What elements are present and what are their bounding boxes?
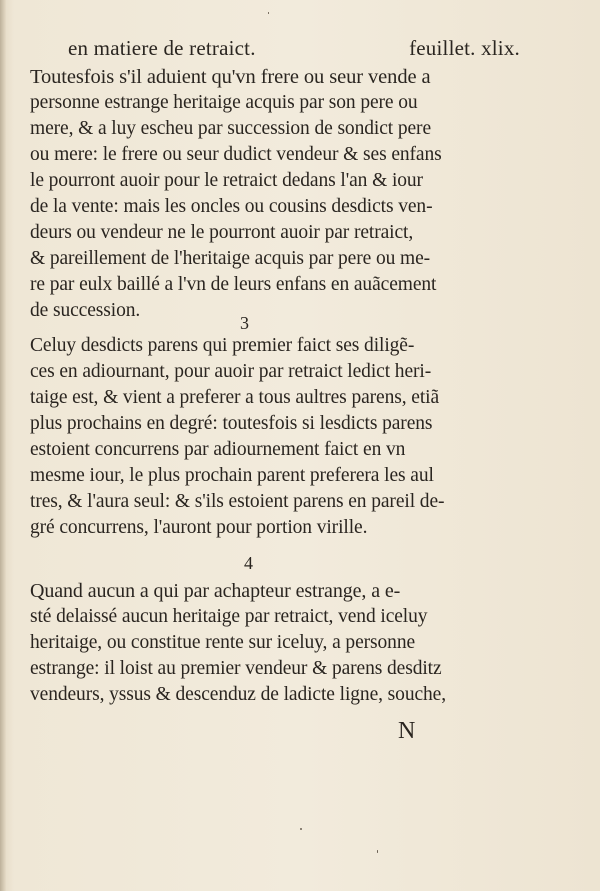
text-line: vendeurs, yssus & descenduz de ladicte ligne, souche, — [30, 684, 446, 705]
paper-speck — [268, 12, 269, 14]
text-line: heritaige, ou constitue rente sur iceluy, a personne — [30, 632, 416, 653]
text-line: tres, & l'aura seul: & s'ils estoient parens en pareil de- — [30, 491, 445, 512]
header-title: en matiere de retraict. — [68, 36, 256, 60]
text-line: gré concurrens, l'auront pour portion virille. — [30, 517, 368, 538]
text-line: mesme iour, le plus prochain parent preferera les aul — [30, 465, 434, 486]
page-binding-edge — [0, 0, 6, 891]
text-line: mere, & a luy escheu par succession de sondict pere — [30, 118, 432, 139]
paper-speck — [300, 828, 302, 830]
text-line: ces en adiournant, pour auoir par retraict ledict heri- — [30, 361, 432, 382]
folio-number: feuillet. xlix. — [409, 36, 520, 60]
text-line: taige est, & vient a preferer a tous aultres parens, etiã — [30, 387, 440, 408]
text-line: Toutesfois s'il aduient qu'vn frere ou seur vende a — [30, 66, 431, 88]
text-line: estoient concurrens par adiournement faict en vn — [30, 439, 406, 460]
running-header — [68, 36, 520, 66]
text-line: de la vente: mais les oncles ou cousins desdicts ven- — [30, 196, 433, 217]
text-line: plus prochains en degré: toutesfois si lesdicts parens — [30, 413, 433, 434]
article-number: 3 — [240, 313, 249, 333]
article-number: 4 — [244, 553, 253, 573]
text-line: deurs ou vendeur ne le pourront auoir par retraict, — [30, 222, 414, 243]
text-line: estrange: il loist au premier vendeur & parens desditz — [30, 658, 442, 679]
paper-speck — [377, 850, 378, 853]
text-line: & pareillement de l'heritaige acquis par pere ou me- — [30, 248, 431, 269]
text-line: sté delaissé aucun heritaige par retraict, vend iceluy — [30, 606, 428, 627]
signature-mark: N — [398, 718, 416, 744]
text-line: personne estrange heritaige acquis par son pere ou — [30, 92, 418, 113]
text-line: le pourront auoir pour le retraict dedans l'an & iour — [30, 170, 423, 191]
text-line: Quand aucun a qui par achapteur estrange, a e- — [30, 580, 401, 602]
text-line: ou mere: le frere ou seur dudict vendeur & ses enfans — [30, 144, 442, 165]
text-line: Celuy desdicts parens qui premier faict ses diligẽ- — [30, 335, 415, 356]
text-line: re par eulx baillé a l'vn de leurs enfans en auãcement — [30, 274, 437, 295]
text-line: de succession. — [30, 300, 141, 321]
